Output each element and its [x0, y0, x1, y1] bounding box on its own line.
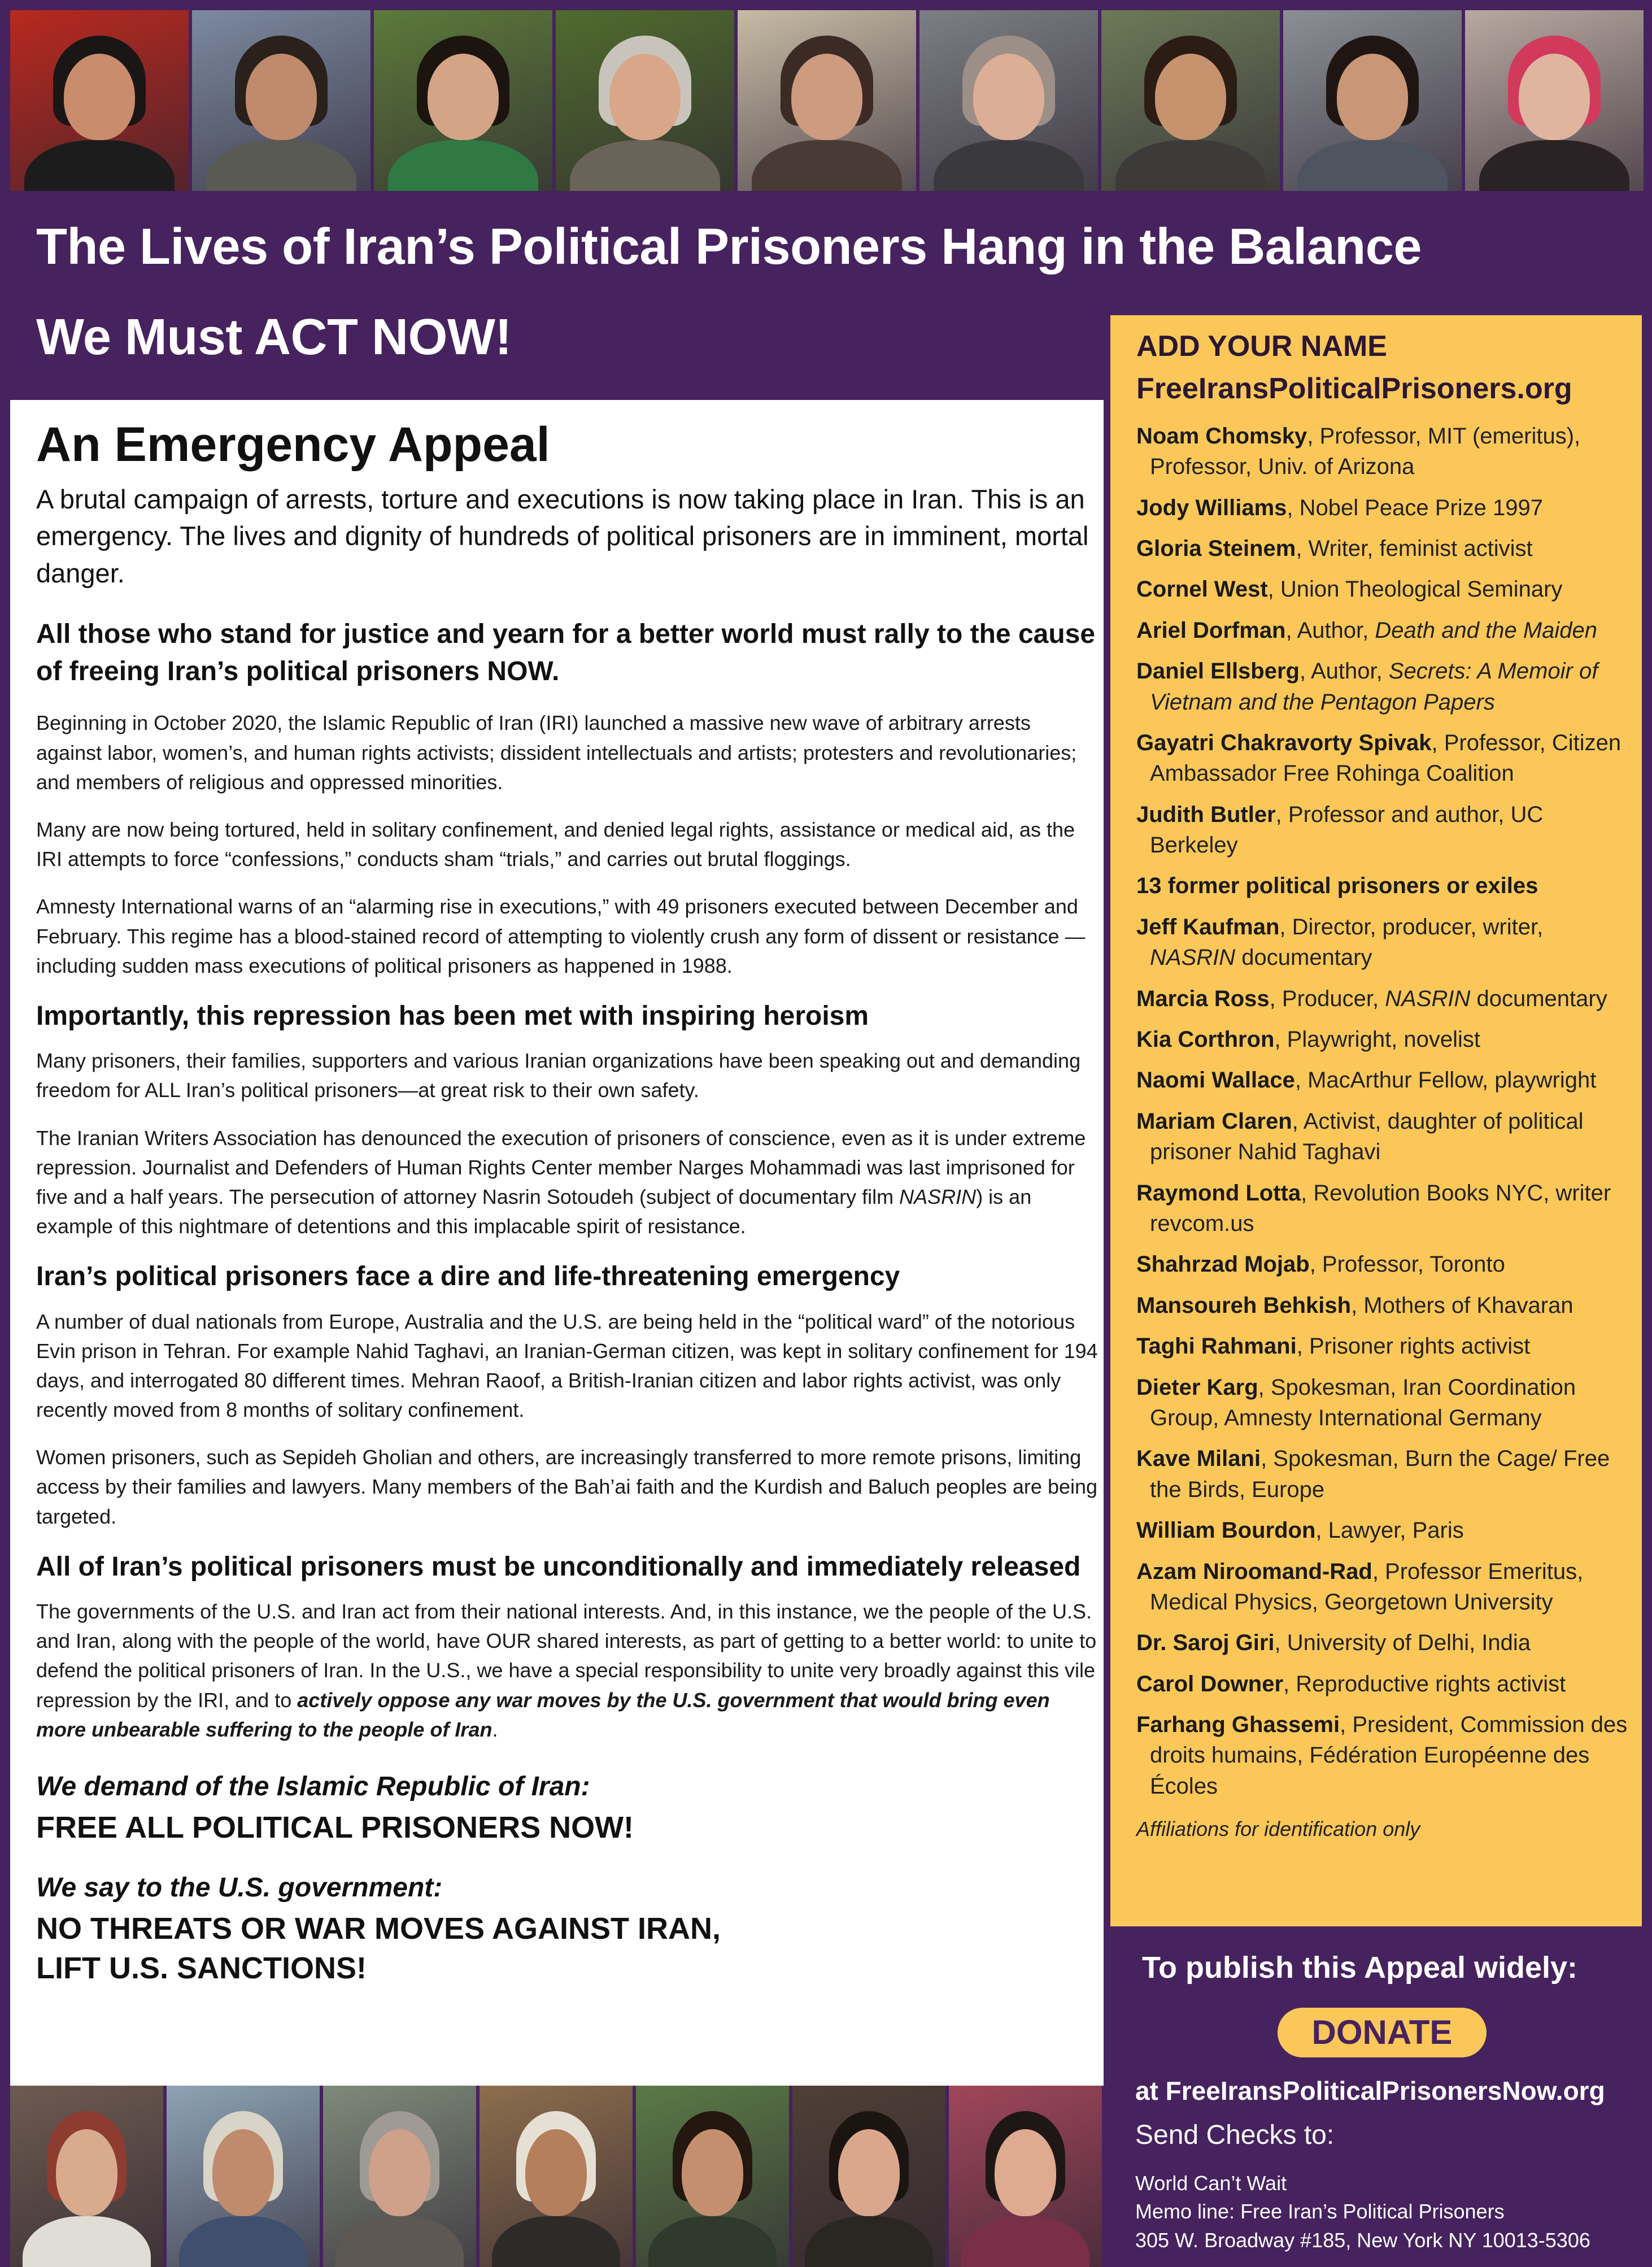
signer-item: Marcia Ross, Producer, NASRIN documentary: [1136, 986, 1607, 1011]
portrait-photo: [949, 2086, 1102, 2267]
paragraph-writers-association: The Iranian Writers Association has denounced the execution of prisoners of conscience, even as it is under extreme repression. Journalist and Defenders of Human Rights Center member Narges Mohammadi was last imprisoned for five and a half years. The persecution of attorney Nasrin Sotoudeh (subject of documentary film NASRIN) is an example of this nightmare of detentions and this implacable spirit of resistance.: [36, 1126, 1086, 1238]
portrait-photo: [480, 2086, 633, 2267]
signer-item: 13 former political prisoners or exiles: [1136, 873, 1538, 899]
signer-item: Kia Corthron, Playwright, novelist: [1136, 1027, 1481, 1052]
portrait-photo: [323, 2086, 476, 2267]
signer-item: Farhang Ghassemi, President, Commission des droits humains, Fédération Européenne des Écoles: [1136, 1712, 1628, 1799]
bottom-photo-strip: [10, 2086, 1104, 2267]
address-line-3: 305 W. Broadway #185, New York NY 10013-5306: [1135, 2228, 1590, 2252]
signer-item: Ariel Dorfman, Author, Death and the Maiden: [1136, 617, 1598, 643]
signer-item: Daniel Ellsberg, Author, Secrets: A Memoir of Vietnam and the Pentagon Papers: [1136, 659, 1598, 715]
portrait-photo: [556, 10, 734, 191]
portrait-photo: [738, 10, 916, 191]
address-line-1: World Can’t Wait: [1135, 2172, 1287, 2195]
signer-item: Shahrzad Mojab, Professor, Toronto: [1136, 1252, 1505, 1277]
paragraph-executions: Amnesty International warns of an “alarming rise in executions,” with 49 prisoners executed between December and February. This regime has a blood-stained record of attempting to violently crush any form of dissent or resistance — including sudden mass executions of political prisoners as happened in 1988.: [36, 895, 1086, 977]
signer-list: [1136, 421, 1633, 1802]
demand-us-intro: We say to the U.S. government:: [36, 1872, 443, 1903]
donate-panel: [1110, 1938, 1642, 2267]
appeal-lead: A brutal campaign of arrests, torture and executions is now taking place in Iran. This is an emergency. The lives and dignity of hundreds of political prisoners are in imminent, mortal danger.: [36, 484, 1089, 589]
mailing-address: [1135, 2169, 1590, 2255]
signup-site-link[interactable]: FreeIransPoliticalPrisoners.org: [1136, 372, 1572, 406]
paragraph-torture: Many are now being tortured, held in solitary confinement, and denied legal rights, assistance or medical aid, as the IRI attempts to force “confessions,” conducts sham “trials,” and carries out brutal floggings.: [36, 818, 1075, 871]
appeal-title: An Emergency Appeal: [36, 417, 550, 472]
portrait-photo: [167, 2086, 320, 2267]
portrait-photo: [1283, 10, 1462, 191]
subhead-release: All of Iran’s political prisoners must be unconditionally and immediately released: [36, 1551, 1081, 1582]
demand-us-line-1: NO THREATS OR WAR MOVES AGAINST IRAN,: [36, 1912, 721, 1946]
appeal-panel: [10, 400, 1104, 2086]
portrait-photo: [919, 10, 1098, 191]
paragraph-speaking-out: Many prisoners, their families, supporters and various Iranian organizations have been speaking out and demanding freedom for ALL Iran’s political prisoners—at great risk to their own safety.: [36, 1049, 1081, 1102]
portrait-photo: [10, 2086, 163, 2267]
portrait-photo: [1465, 10, 1644, 191]
signer-item: Judith Butler, Professor and author, UC Berkeley: [1136, 802, 1544, 858]
signer-item: Taghi Rahmani, Prisoner rights activist: [1136, 1334, 1531, 1359]
demand-us-line-2: LIFT U.S. SANCTIONS!: [36, 1951, 367, 1986]
signers-sidebar: [1110, 315, 1642, 1926]
portrait-photo: [374, 10, 552, 191]
paragraph-women-prisoners: Women prisoners, such as Sepideh Gholian and others, are increasingly transferred to more remote prisons, limiting access by their families and lawyers. Many members of the Bah’ai faith and the Kurdish and Baluch peoples are being targeted.: [36, 1446, 1098, 1528]
affiliations-note: Affiliations for identification only: [1136, 1817, 1420, 1841]
signer-item: Mariam Claren, Activist, daughter of political prisoner Nahid Taghavi: [1136, 1108, 1584, 1165]
signer-item: Cornel West, Union Theological Seminary: [1136, 577, 1563, 602]
demand-iran: FREE ALL POLITICAL PRISONERS NOW!: [36, 1811, 634, 1845]
signer-item: Noam Chomsky, Professor, MIT (emeritus), Professor, Univ. of Arizona: [1136, 423, 1581, 480]
signer-item: Mansoureh Behkish, Mothers of Khavaran: [1136, 1293, 1573, 1318]
address-line-2: Memo line: Free Iran’s Political Prisoners: [1135, 2200, 1505, 2224]
subhead-emergency: Iran’s political prisoners face a dire and life-threatening emergency: [36, 1261, 900, 1292]
send-checks-heading: Send Checks to:: [1135, 2120, 1335, 2150]
signer-item: William Bourdon, Lawyer, Paris: [1136, 1518, 1464, 1543]
signer-item: Azam Niroomand-Rad, Professor Emeritus, Medical Physics, Georgetown University: [1136, 1559, 1584, 1615]
signer-item: Kave Milani, Spokesman, Burn the Cage/ Free the Birds, Europe: [1136, 1446, 1610, 1502]
paragraph-governments: The governments of the U.S. and Iran act from their national interests. And, in this instance, we the people of the U.S. and Iran, along with the people of the world, have OUR shared interests, as part of getting to a better world: to unite to defend the political prisoners of Iran. In the U.S., we have a special responsibility to unite very broadly against this vile repression by the IRI, and to actively oppose any war moves by the U.S. government that would bring even more unbearable suffering to the people of Iran.: [36, 1600, 1097, 1741]
portrait-photo: [192, 10, 370, 191]
donate-button[interactable]: DONATE: [1278, 2008, 1487, 2057]
signer-item: Dieter Karg, Spokesman, Iran Coordination Group, Amnesty International Germany: [1136, 1374, 1576, 1430]
paragraph-arrests: Beginning in October 2020, the Islamic Republic of Iran (IRI) launched a massive new wave of arbitrary arrests against labor, women’s, and human rights activists; dissident intellectuals and artists; protesters and revolutionaries; and members of religious and oppressed minorities.: [36, 711, 1077, 794]
portrait-photo: [1101, 10, 1280, 191]
signer-item: Jeff Kaufman, Director, producer, writer, NASRIN documentary: [1136, 914, 1544, 971]
portrait-photo: [636, 2086, 789, 2267]
signer-item: Dr. Saroj Giri, University of Delhi, India: [1136, 1630, 1531, 1656]
signer-item: Raymond Lotta, Revolution Books NYC, writer revcom.us: [1136, 1180, 1611, 1236]
headline-line-2: We Must ACT NOW!: [36, 309, 512, 365]
signer-item: Gloria Steinem, Writer, feminist activist: [1136, 536, 1533, 561]
signer-item: Gayatri Chakravorty Spivak, Professor, Citizen Ambassador Free Rohinga Coalition: [1136, 730, 1622, 786]
top-photo-strip: [10, 10, 1642, 191]
signer-item: Carol Downer, Reproductive rights activist: [1136, 1671, 1566, 1696]
signer-item: Naomi Wallace, MacArthur Fellow, playwright: [1136, 1068, 1597, 1093]
portrait-photo: [10, 10, 189, 191]
portrait-photo: [792, 2086, 945, 2267]
demand-iran-intro: We demand of the Islamic Republic of Iran:: [36, 1772, 590, 1802]
publish-heading: To publish this Appeal widely:: [1142, 1951, 1578, 1985]
signer-item: Jody Williams, Nobel Peace Prize 1997: [1136, 495, 1544, 520]
donate-url-link[interactable]: at FreeIransPoliticalPrisonersNow.org: [1135, 2076, 1605, 2105]
add-your-name-heading: ADD YOUR NAME: [1136, 330, 1387, 363]
subhead-rally: All those who stand for justice and yearn for a better world must rally to the cause of freeing Iran’s political prisoners NOW.: [36, 619, 1096, 687]
headline-line-1: The Lives of Iran’s Political Prisoners Hang in the Balance: [36, 219, 1422, 275]
paragraph-dual-nationals: A number of dual nationals from Europe, Australia and the U.S. are being held in the “political ward” of the notorious Evin prison in Tehran. For example Nahid Taghavi, an Iranian-German citizen, was kept in solitary confinement for 194 days, and interrogated 80 different times. Mehran Raoof, a British-Iranian citizen and labor rights activist, was only recently moved from 8 months of solitary confinement.: [36, 1309, 1098, 1422]
subhead-heroism: Importantly, this repression has been met with inspiring heroism: [36, 1000, 869, 1031]
